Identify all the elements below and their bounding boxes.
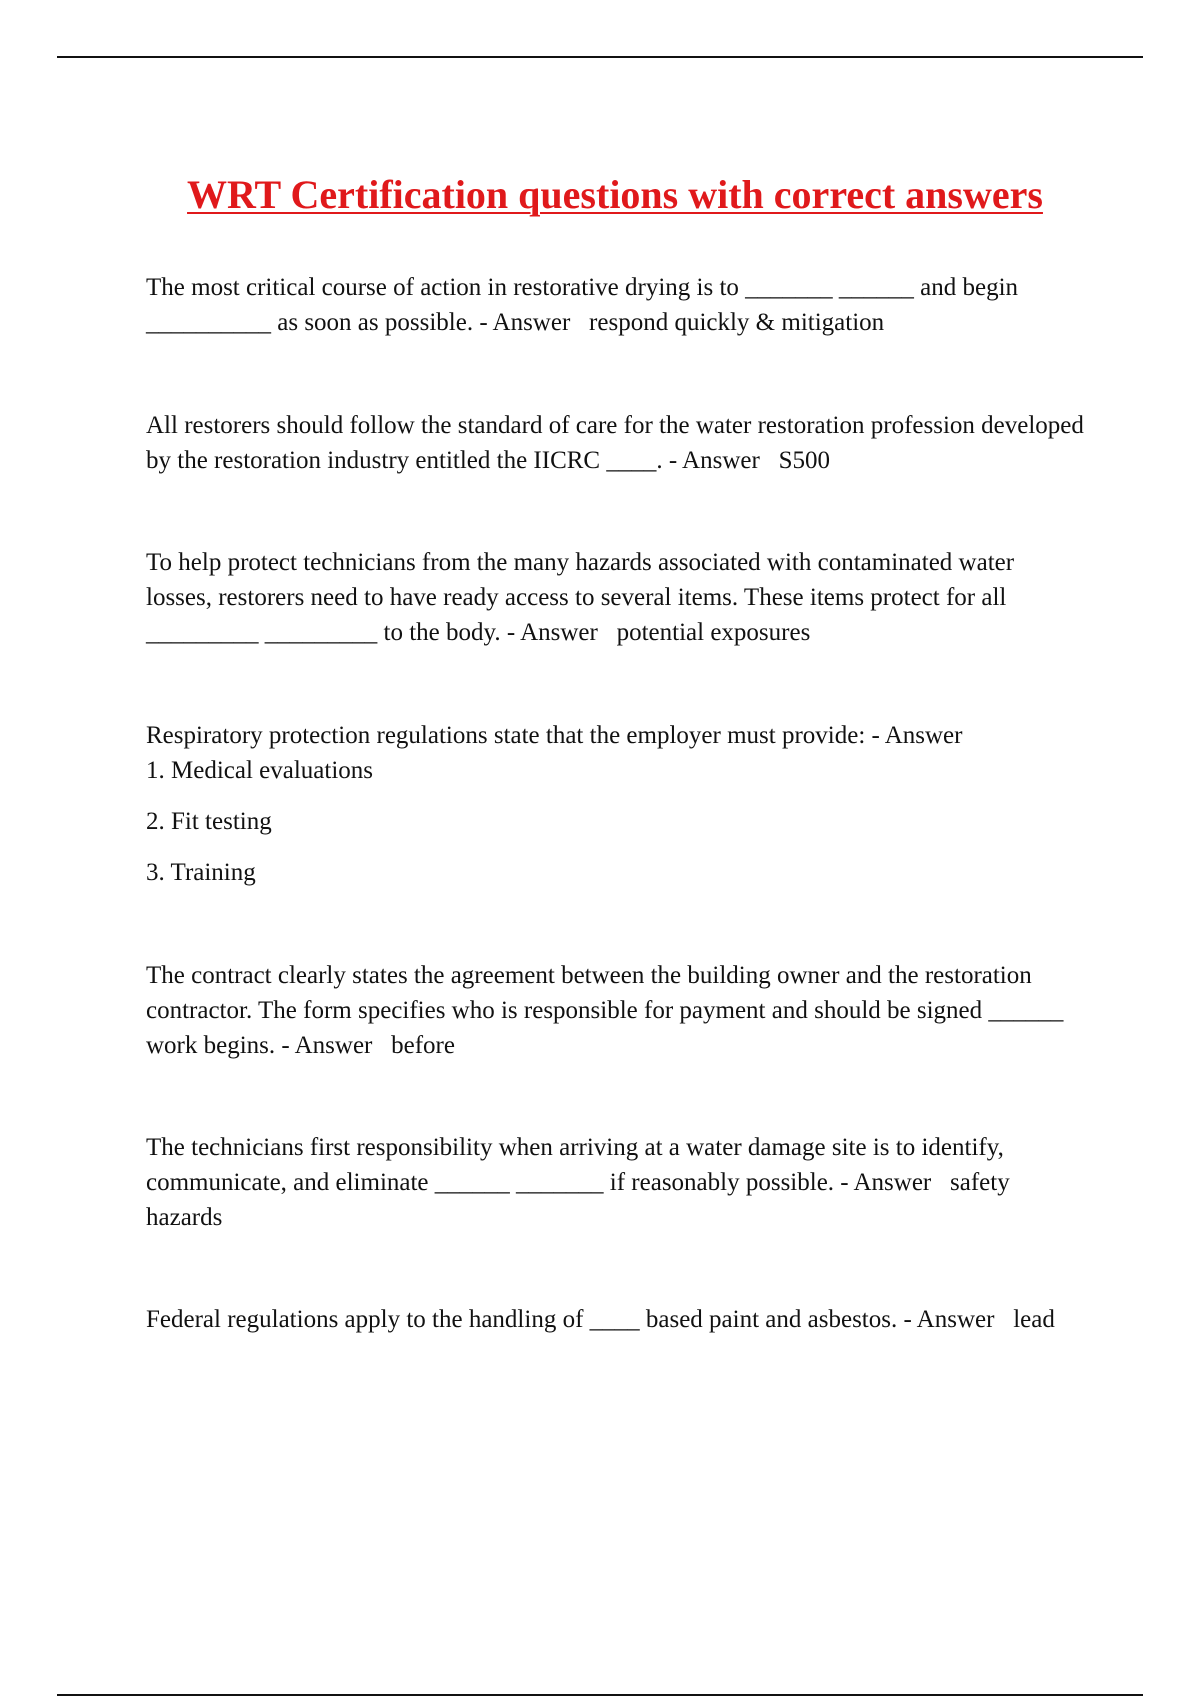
qa-item-2 [146,408,1086,478]
question-text: The contract clearly states the agreement between the building owner and the restoration contractor. The form specifies who is responsible for payment and should be signed ______ work begins. [146,962,1064,1059]
qa-item-4 [146,718,1086,890]
answer-list-item: 2. Fit testing [146,808,272,835]
answer-text: before [391,1032,455,1059]
answer-label: - Answer [871,722,963,749]
qa-item-3 [146,545,1086,650]
answer-label: - Answer [668,447,760,474]
answer-text: S500 [778,447,830,474]
qa-item-5 [146,958,1086,1063]
question-text: The technicians first responsibility when arriving at a water damage site is to identify, communicate, and eliminate ______ _______ if reasonably possible. [146,1134,1004,1196]
answer-label: - Answer [281,1032,373,1059]
answer-text: lead [1013,1306,1055,1333]
page-title: WRT Certification questions with correct answers [187,171,1043,217]
qa-item-1 [146,270,1086,340]
question-text: Federal regulations apply to the handling of ____ based paint and asbestos. [146,1306,898,1333]
answer-label: - Answer [903,1306,995,1333]
answer-text: safety hazards [146,1169,1010,1231]
question-text: All restorers should follow the standard of care for the water restoration profession developed by the restoration industry entitled the IICRC ____. [146,412,1084,474]
footer-rule [57,1694,1143,1696]
answer-list-item: 1. Medical evaluations [146,757,374,784]
qa-item-7 [146,1302,1086,1337]
answer-text: respond quickly & mitigation [589,309,885,336]
question-text: The most critical course of action in restorative drying is to _______ ______ and begin __________ as soon as possible. [146,274,1019,336]
question-text: To help protect technicians from the many hazards associated with contaminated water losses, restorers need to have ready access to several items. These items protect for all _________ _________ to the body. [146,549,1015,646]
answer-label: - Answer [479,309,571,336]
qa-item-6 [146,1130,1086,1235]
header-rule [57,56,1143,58]
answer-label: - Answer [840,1169,932,1196]
answer-text: potential exposures [616,619,811,646]
answer-label: - Answer [506,619,598,646]
question-text: Respiratory protection regulations state that the employer must provide: [146,722,866,749]
answer-list-item: 3. Training [146,859,256,886]
